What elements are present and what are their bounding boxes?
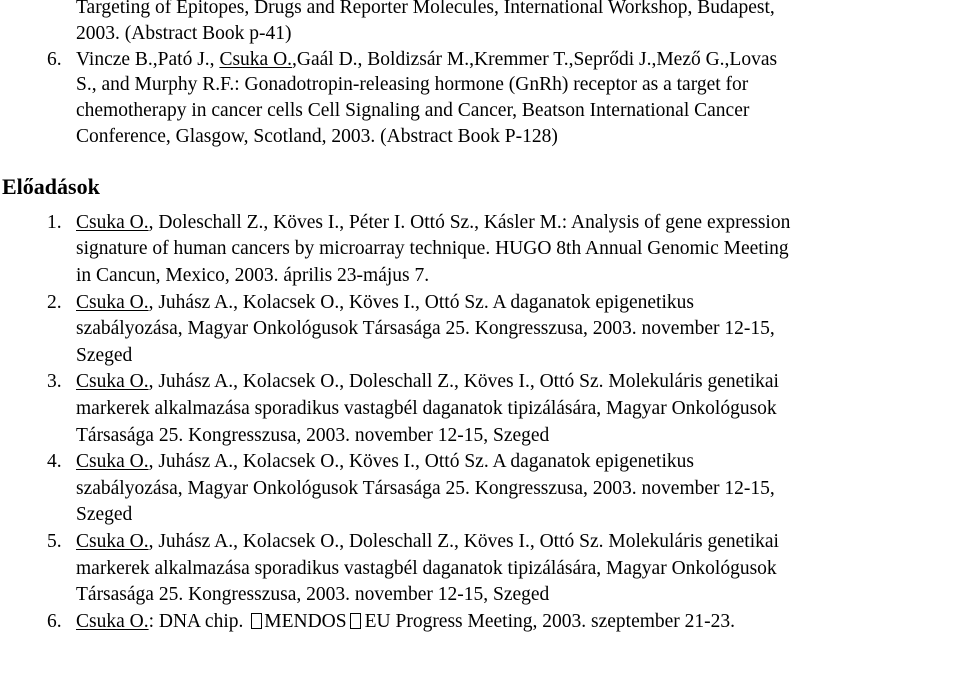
publication-6-line-4: Conference, Glasgow, Scotland, 2003. (Abstract Book P-128) [76, 125, 558, 147]
list-number: 2. [47, 291, 62, 313]
item-text: : DNA chip. [148, 610, 249, 632]
missing-glyph-box [251, 613, 262, 629]
item-text: , Juhász A., Kolacsek O., Doleschall Z., Köves I., Ottó Sz. Molekuláris genetikai [148, 371, 779, 393]
author-highlight: Csuka O. [76, 610, 149, 632]
list-item-line: Társasága 25. Kongresszusa, 2003. november 12-15, Szeged [76, 584, 550, 606]
section-heading: Előadások [2, 173, 100, 199]
author-list-start: Vincze B.,Pató J., [76, 48, 220, 70]
list-number: 6. [47, 48, 62, 70]
event-name: MENDOS [264, 610, 347, 632]
prev-entry-line-1: Targeting of Epitopes, Drugs and Reporter Molecules, International Workshop, Budapest, [76, 0, 775, 18]
publication-6 [0, 47, 960, 73]
publication-6-line-3: chemotherapy in cancer cells Cell Signaling and Cancer, Beatson International Cancer [76, 100, 750, 122]
author-highlight: Csuka O. [76, 211, 149, 233]
author-highlight: Csuka O. [219, 48, 293, 70]
list-item-line: markerek alkalmazása sporadikus vastagbél daganatok tipizálására, Magyar Onkológusok [76, 557, 777, 579]
list-number: 1. [47, 211, 62, 233]
author-highlight: Csuka O. [76, 530, 149, 552]
list-number: 6. [47, 610, 62, 632]
item-text: , Juhász A., Kolacsek O., Köves I., Ottó Sz. A daganatok epigenetikus [148, 291, 694, 313]
list-item-line: szabályozása, Magyar Onkológusok Társasága 25. Kongresszusa, 2003. november 12-15, [76, 477, 775, 499]
author-highlight: Csuka O. [76, 451, 149, 473]
list-item-line: signature of human cancers by microarray technique. HUGO 8th Annual Genomic Meeting [76, 238, 789, 260]
item-text: , Juhász A., Kolacsek O., Köves I., Ottó Sz. A daganatok epigenetikus [148, 451, 694, 473]
list-item [0, 369, 960, 396]
list-item-line: Szeged [76, 344, 133, 366]
list-number: 4. [47, 451, 62, 473]
list-item [0, 290, 960, 317]
author-highlight: Csuka O. [76, 371, 149, 393]
list-number: 3. [47, 371, 62, 393]
talk-list [0, 210, 960, 636]
prev-entry-line-2: 2003. (Abstract Book p-41) [76, 22, 292, 44]
list-item [0, 529, 960, 556]
author-highlight: Csuka O. [76, 291, 149, 313]
list-number: 5. [47, 530, 62, 552]
publication-6-line-2: S., and Murphy R.F.: Gonadotropin-releasing hormone (GnRh) receptor as a target for [76, 74, 749, 96]
item-text: , Doleschall Z., Köves I., Péter I. Ottó Sz., Kásler M.: Analysis of gene expression [148, 211, 791, 233]
list-item-line: in Cancun, Mexico, 2003. április 23-május 7. [76, 264, 430, 286]
missing-glyph-box [350, 613, 361, 629]
list-item [0, 210, 960, 237]
list-item [0, 449, 960, 476]
list-item-line: szabályozása, Magyar Onkológusok Társasága 25. Kongresszusa, 2003. november 12-15, [76, 318, 775, 340]
list-item [0, 609, 960, 636]
item-text: , Juhász A., Kolacsek O., Doleschall Z., Köves I., Ottó Sz. Molekuláris genetikai [148, 530, 779, 552]
list-item-line: markerek alkalmazása sporadikus vastagbél daganatok tipizálására, Magyar Onkológusok [76, 397, 777, 419]
item-text-end: EU Progress Meeting, 2003. szeptember 21-23. [364, 610, 736, 632]
author-list-rest: ,Gaál D., Boldizsár M.,Kremmer T.,Seprődi J.,Mező G.,Lovas [292, 48, 778, 70]
list-item-line: Szeged [76, 504, 133, 526]
list-item-line: Társasága 25. Kongresszusa, 2003. november 12-15, Szeged [76, 424, 550, 446]
